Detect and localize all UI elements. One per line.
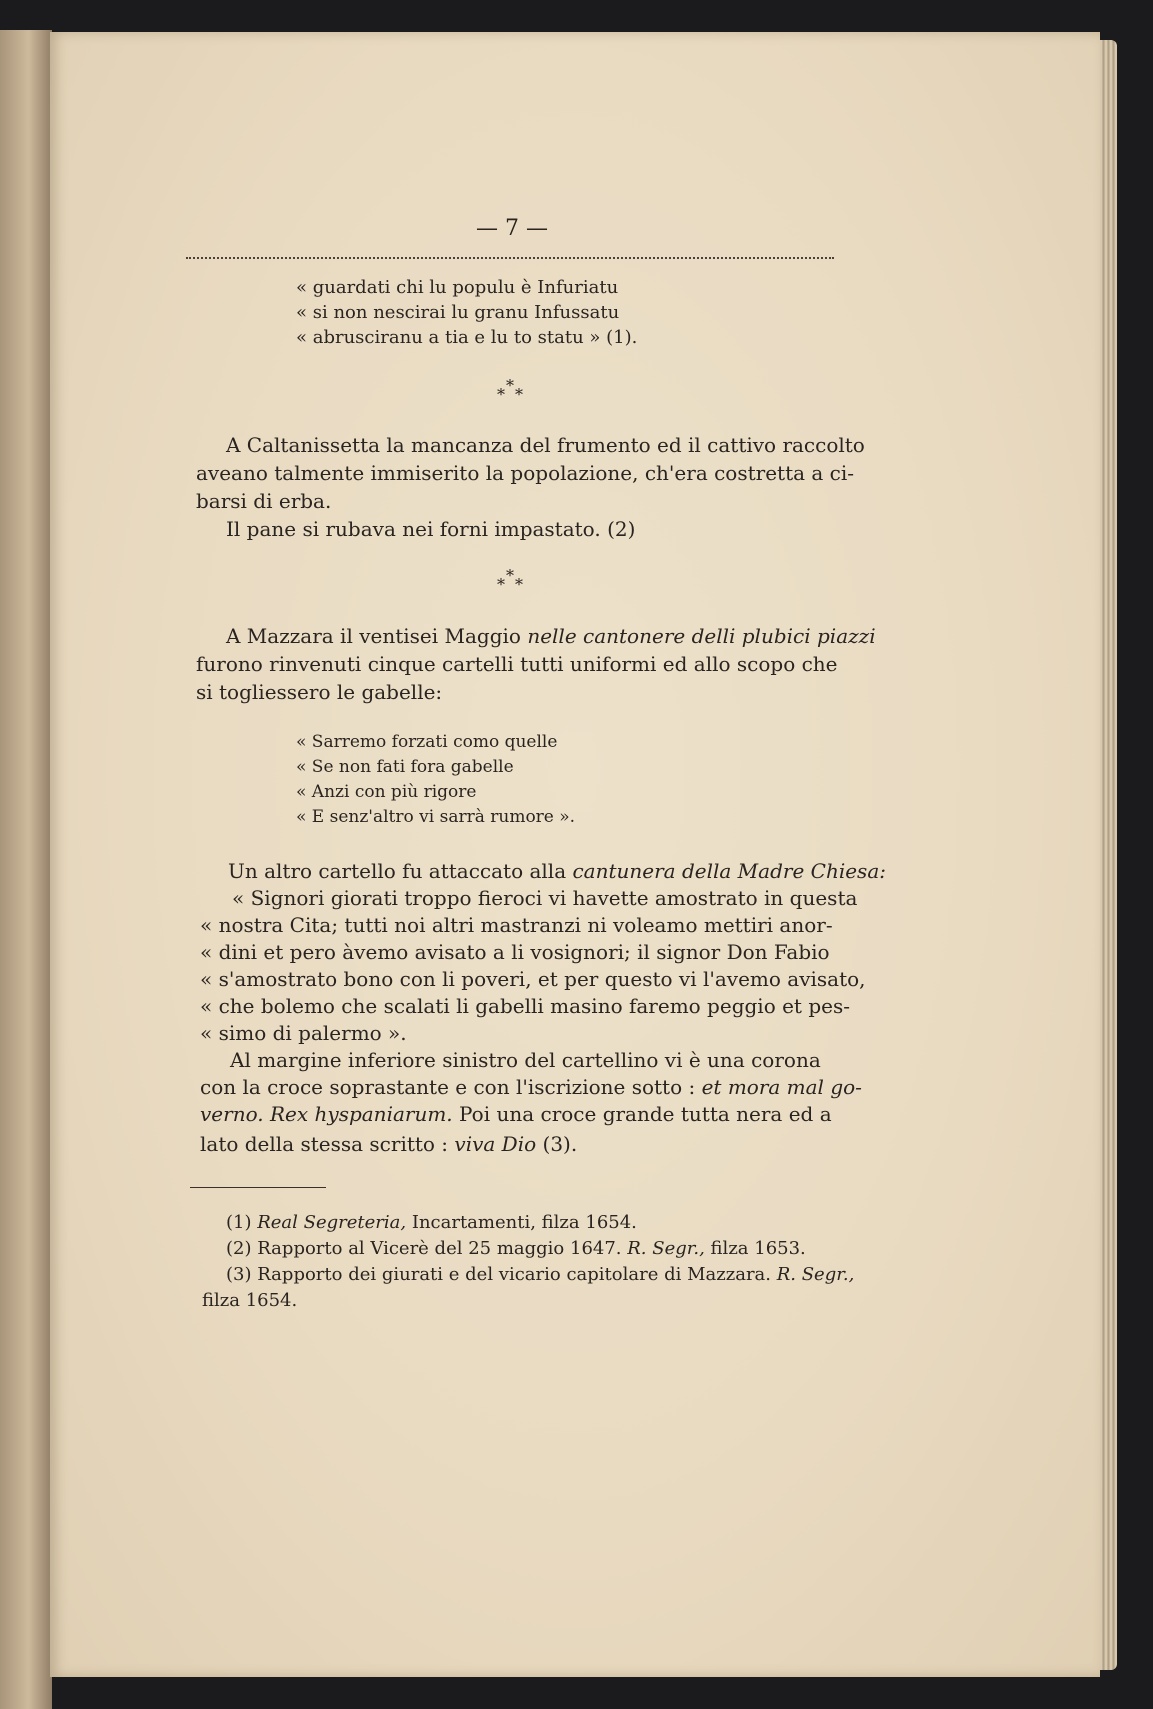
footnote-2: (2) Rapporto al Vicerè del 25 maggio 1647. R. Segr., filza 1653. (226, 1238, 806, 1259)
caltanissetta-line-1: A Caltanissetta la mancanza del frumento ed il cattivo raccolto (226, 433, 865, 457)
verse2-line-1: « Sarremo forzati como quelle (296, 732, 558, 752)
footnote-3-continued: filza 1654. (202, 1290, 298, 1311)
cartello-quote-line-3: « dini et pero àvemo avisato a li vosignori; il signor Don Fabio (200, 940, 830, 964)
cartello-quote-line-6: « simo di palermo ». (200, 1021, 407, 1045)
verse1-line-1: « guardati chi lu populu è Infuriatu (296, 277, 619, 298)
mazzara-line-3: si togliessero le gabelle: (196, 680, 443, 704)
verse2-line-2: « Se non fati fora gabelle (296, 757, 514, 777)
footnote-rule (190, 1187, 326, 1188)
cartello-quote-line-2: « nostra Cita; tutti noi altri mastranzi ni voleamo mettiri anor- (200, 913, 833, 937)
header-rule (186, 257, 834, 259)
mazzara-line-2: furono rinvenuti cinque cartelli tutti uniformi ed allo scopo che (196, 652, 838, 676)
margine-line-4: lato della stessa scritto : viva Dio (3). (200, 1132, 578, 1156)
cartello-quote-line-5: « che bolemo che scalati li gabelli masino faremo peggio et pes- (200, 994, 850, 1018)
mazzara-line-1: A Mazzara il ventisei Maggio nelle cantonere delli plubici piazzi (226, 624, 876, 648)
verse1-line-2: « si non nescirai lu granu Infussatu (296, 302, 620, 323)
left-page-edge (0, 30, 52, 1709)
cartello-quote-line-4: « s'amostrato bono con li poveri, et per questo vi l'avemo avisato, (200, 967, 866, 991)
asterism-2: * * * (497, 566, 523, 594)
verse2-line-3: « Anzi con più rigore (296, 782, 477, 802)
verse1-line-3: « abrusciranu a tia e lu to statu » (1). (296, 327, 638, 348)
asterism-1: * * * (497, 376, 523, 404)
cartello-line-1: Un altro cartello fu attaccato alla cantunera della Madre Chiesa: (228, 859, 886, 883)
margine-line-1: Al margine inferiore sinistro del cartellino vi è una corona (230, 1048, 821, 1072)
footnote-1: (1) Real Segreteria, Incartamenti, filza 1654. (226, 1212, 637, 1233)
verse2-line-4: « E senz'altro vi sarrà rumore ». (296, 807, 576, 827)
caltanissetta-line-3: barsi di erba. (196, 489, 332, 513)
page-number: — 7 — (476, 216, 548, 241)
margine-line-2: con la croce soprastante e con l'iscrizione sotto : et mora mal go- (200, 1075, 862, 1099)
caltanissetta-line-4: Il pane si rubava nei forni impastato. (2) (226, 517, 636, 541)
caltanissetta-line-2: aveano talmente immiserito la popolazione, ch'era costretta a ci- (196, 461, 855, 485)
cartello-quote-line-1: « Signori giorati troppo fieroci vi havette amostrato in questa (232, 886, 858, 910)
footnote-3: (3) Rapporto dei giurati e del vicario capitolare di Mazzara. R. Segr., (226, 1264, 855, 1285)
margine-line-3: verno. Rex hyspaniarum. Poi una croce grande tutta nera ed a (200, 1102, 832, 1126)
